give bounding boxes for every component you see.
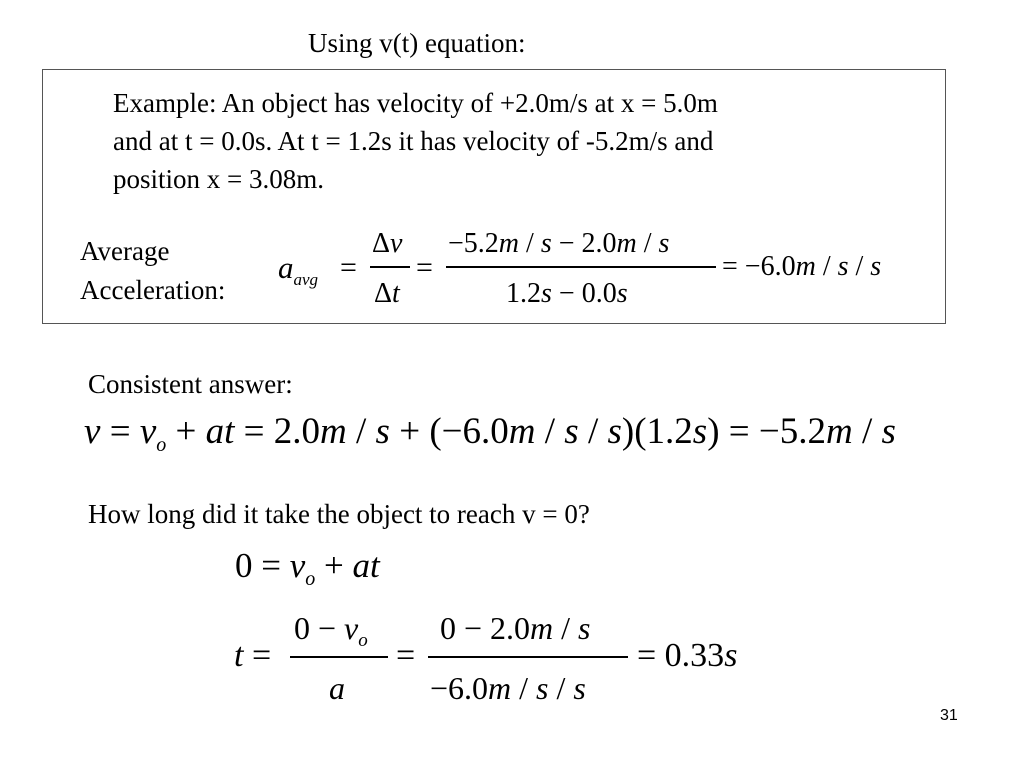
equals-sign-2: =: [416, 251, 433, 284]
avg-label-line-1: Average: [80, 236, 170, 266]
avg-denominator: 1.2s − 0.0s: [506, 278, 628, 309]
delta-v: Δv: [372, 228, 403, 259]
equals-sign-1: =: [340, 251, 357, 284]
consistent-answer-label: Consistent answer:: [88, 369, 293, 399]
example-line-3: position x = 3.08m.: [113, 164, 324, 194]
delta-t: Δt: [374, 278, 400, 309]
avg-result: = −6.0m / s / s: [722, 251, 882, 282]
den-neg-6: −6.0m / s / s: [430, 670, 586, 706]
den-a: a: [329, 670, 345, 706]
t-equals: t =: [234, 637, 272, 674]
avg-numerator: −5.2m / s − 2.0m / s: [448, 228, 670, 259]
consistent-equation: $v = v_o$ + at = 2.0m / s + (−6.0m / s / s)(1.2s) = −5.2m / s: [84, 411, 896, 456]
num-0-minus-vo: $0 - v_o$: [294, 610, 368, 651]
example-text: [113, 84, 718, 198]
fraction-bar-avg: [446, 266, 716, 268]
fraction-bar-t2: [428, 656, 628, 658]
average-acceleration-label: [80, 232, 225, 310]
fraction-bar-t1: [290, 656, 388, 658]
time-result: = 0.33s: [637, 637, 738, 674]
a-avg-subscript: avg: [293, 270, 319, 289]
slide-number: 31: [940, 707, 958, 724]
fraction-bar-delta: [370, 266, 410, 268]
equation-zero-velocity: $0 = v_o$ + at: [235, 546, 380, 590]
num-0-minus-2: 0 − 2.0m / s: [440, 610, 591, 646]
question-text: How long did it take the object to reach v = 0?: [88, 499, 590, 529]
equals-sign-3: =: [396, 637, 416, 674]
slide-title: Using v(t) equation:: [308, 28, 526, 58]
avg-label-line-2: Acceleration:: [80, 275, 226, 305]
a-avg-symbol: $a_{avg}$: [278, 250, 319, 289]
example-line-1: Example: An object has velocity of +2.0m/s at x = 5.0m: [113, 88, 718, 118]
example-line-2: and at t = 0.0s. At t = 1.2s it has velocity of -5.2m/s and: [113, 126, 714, 156]
